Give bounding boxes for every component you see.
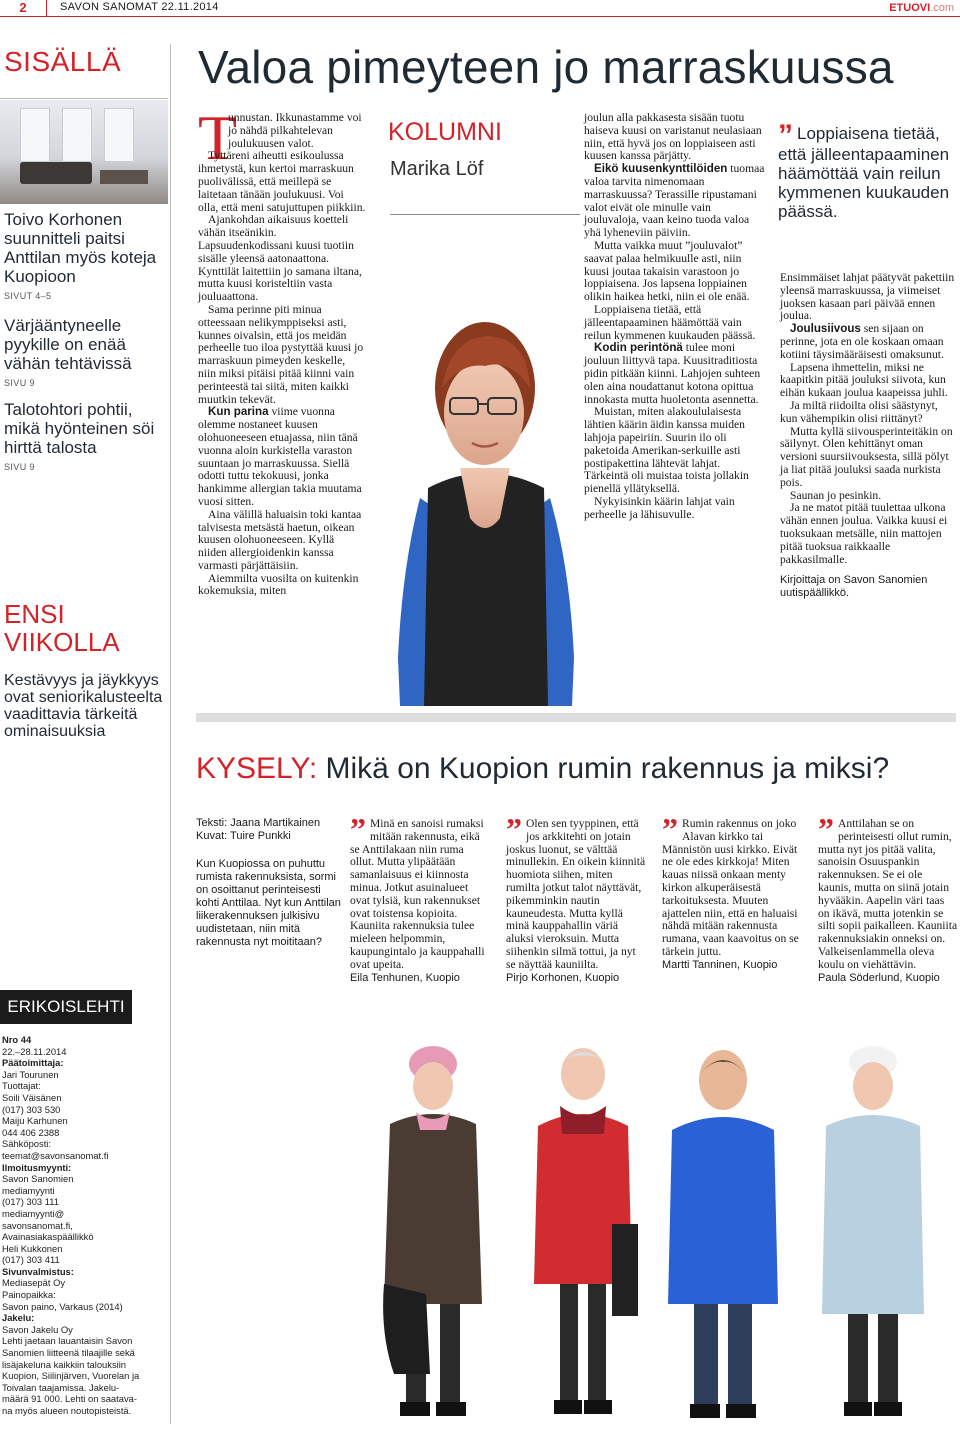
impressum-line: Mediasepät Oy	[2, 1277, 66, 1289]
impressum-line: Tuottajat:	[2, 1080, 41, 1092]
impressum-line: Sanomien liitteenä tilaajille sekä	[2, 1347, 135, 1359]
paragraph-text: Aiemmilta vuosilta on kuitenkin kokemuksia, miten	[198, 571, 359, 598]
column-paragraph	[584, 304, 766, 342]
column-paragraph	[584, 496, 766, 522]
column-text-2	[584, 112, 766, 522]
survey-answer	[818, 811, 958, 984]
quote-mark-icon: ”	[818, 811, 834, 847]
column-label: KOLUMNI	[388, 118, 502, 146]
column-paragraph	[198, 214, 366, 304]
paragraph-text: Muistan, miten alakoululaisesta lähtien käärin äidin kanssa muiden lahjoja papeiriin. Suurin ilo oli paketoida Amerikan-serkuille asti postipakettina lähtevät lahjat. Tärkeintä oli muistaa toista jollakin pienellä yllätyksellä.	[584, 405, 749, 496]
news-page-ref: SIVUT 4–5	[4, 291, 52, 301]
column-paragraph	[584, 163, 766, 240]
impressum-line: (017) 303 530	[2, 1103, 61, 1115]
page-number: 2	[0, 0, 47, 16]
paragraph-lead: Eikö kuusenkynttilöiden	[594, 162, 728, 176]
etuovi-name: ETUOVI	[889, 2, 931, 14]
impressum-line: Päätoimittaja:	[2, 1057, 64, 1069]
interior-photo	[0, 100, 168, 204]
column-paragraph	[780, 362, 958, 400]
impressum-line: savonsanomat.fi,	[2, 1219, 73, 1231]
impressum-line: 044 406 2388	[2, 1126, 60, 1138]
impressum-line: Jari Tourunen	[2, 1068, 59, 1080]
news-page-ref: SIVU 9	[4, 378, 35, 388]
impressum-line: Kuopion, Siilinjärven, Vuorelan ja	[2, 1370, 140, 1382]
column-paragraph	[198, 573, 366, 599]
paragraph-lead: Joulusiivous	[790, 322, 861, 336]
impressum-line: teemat@savonsanomat.fi	[2, 1149, 109, 1161]
next-week-teaser: Kestävyys ja jäykkyys ovat seniorikalusteelta vaadittavia tärkeitä ominaisuuksia	[4, 672, 163, 740]
column-paragraph	[584, 342, 766, 406]
paragraph-text: Loppiaisena tietää, että jälleentapaaminen häämöttää vain reilun kymmenen kuukauden päässä.	[584, 302, 756, 342]
impressum-line: Savon Sanomien	[2, 1173, 74, 1185]
person-photo	[660, 1034, 786, 1426]
column-paragraph	[584, 240, 766, 304]
next-week-line1: ENSI	[4, 599, 65, 629]
next-week-heading	[4, 600, 120, 656]
section-rule	[196, 713, 956, 722]
paragraph-text: Ensimmäiset lahjat päätyvät pakettiin yleensä marraskuussa, ja viimeiset juoksen kasaan pari päivää ennen joulua.	[780, 271, 955, 323]
author-portrait	[380, 238, 590, 706]
author-rule	[390, 214, 580, 215]
column-paragraph	[780, 400, 958, 426]
answer-text: Olen sen tyyppinen, että jos arkkitehti on jotain joskus luonut, se välttää minullekin. En oikein kiinnitä huomiota siihen, miten rumilta jotkut talot näyttävät, pikemminkin nautin kauneudesta. Mutta kyllä minä kauppahallin väriä aluksi vieroksuin. Mutta siihenkin silmä tottui, ja nyt se näyttää kauniilta.	[506, 817, 646, 971]
paragraph-text: sen sijaan on perinne, jota en ole koskaan omaan kotiini täysimääräisesti omaksunut.	[780, 322, 944, 361]
impressum-line: Jakelu:	[2, 1312, 35, 1324]
impressum-line: Nro 44	[2, 1034, 32, 1045]
impressum-line: Sivunvalmistus:	[2, 1265, 74, 1277]
impressum-line: na myös alueen noutopisteistä.	[2, 1405, 132, 1416]
sidebar-title: SISÄLLÄ	[4, 46, 122, 77]
paragraph-text: Nykyisinkin käärin lahjat vain perheelle ja lähisuvulle.	[584, 494, 735, 521]
person-photo	[810, 1034, 936, 1426]
publication-date: SAVON SANOMAT 22.11.2014	[60, 1, 219, 13]
impressum-line: Heli Kukkonen	[2, 1242, 63, 1254]
paragraph-text: Aina välillä haluaisin toki kantaa talvisesta metsästä haetun, oikean kuusen olohuoneeseen. Kyllä niiden allergioidenkin kanssa varmasti pärjättäisiin.	[198, 507, 362, 572]
column-paragraph	[780, 272, 958, 323]
credit-photos: Kuvat: Tuire Punkki	[196, 830, 291, 842]
column-paragraph	[584, 112, 766, 163]
impressum-line: Sähköposti:	[2, 1138, 51, 1150]
answer-name: Eila Tenhunen, Kuopio	[350, 971, 460, 984]
column-paragraph	[584, 406, 766, 496]
answer-text: Rumin rakennus on joko Alavan kirkko tai Männistön uusi kirkko. Eivät ne ole edes kirkkoja! Miten kauas niissä onkaan menty kirkon alkuperäisestä tarkoituksesta. Muuten ajattelen niin, että en haluaisi nähdä mitään rakennusta rumana, vaan kaavoitus on se tärkein juttu.	[662, 817, 799, 958]
drop-cap: T	[198, 102, 238, 173]
impressum-line: 22.–28.11.2014	[2, 1045, 67, 1057]
survey-question: Mikä on Kuopion rumin rakennus ja miksi?	[325, 752, 890, 785]
paragraph-text: Mutta vaikka muut ”jouluvalot” saavat palaa helmikuulle asti, niin kuusi joutaa takaisin varastoon jo loppiaisena. Jos lapsena loppiainen olikin haikea hetki, niin ei ole enää.	[584, 238, 750, 304]
paragraph-lead: Kun parina	[208, 405, 269, 419]
column-signature: Kirjoittaja on Savon Sanomien uutispäällikkö.	[780, 574, 928, 599]
survey-heading	[196, 752, 889, 786]
impressum-line: Ilmoitusmyynti:	[2, 1161, 72, 1173]
impressum-line: mediamyynti	[2, 1184, 55, 1196]
answer-text: Minä en sanoisi rumaksi mitään rakennusta, eikä se Anttilakaan niin ruma ollut. Mutta ylipäätään samanlaisuus ei kiinnosta minua. Jotkut asuinalueet ovat tylsiä, kun rakennukset ovat toistensa kopioita. Kauniita rakennuksia tulee mieleen helpommin, kaupungintalo ja kauppahalli ovat upeita.	[350, 817, 485, 971]
quote-mark-icon: ”	[778, 119, 793, 152]
paragraph-text: Ja miltä riidoilta olisi säästynyt, kun vähempikin olisi riittänyt?	[780, 398, 938, 425]
impressum-line: Painopaikka:	[2, 1289, 56, 1301]
survey-answer	[350, 811, 490, 984]
paragraph-text: Ja ne matot pitää tuulettaa ulkona vähän ennen joulua. Vaikka kuusi ei tuoksukaan metsälle, niin mattojen pitää tuoksua raikkaalle pakkasilmalle.	[780, 501, 948, 566]
etuovi-domain: .com	[930, 2, 954, 14]
survey-label: KYSELY:	[196, 752, 318, 785]
paragraph-text: tuomaa valoa tarvita nimenomaan marraskuussa? Terassille ripustamani valot eivät ole minulle vain jouluvaloja, vaan keino tuoda valoa yhä lyheneviin päiviin.	[584, 162, 765, 240]
column-paragraph	[780, 323, 958, 361]
pull-quote	[778, 119, 958, 221]
impressum-line: Lehti jaetaan lauantaisin Savon	[2, 1335, 133, 1347]
paragraph-text: Sama perinne piti minua otteessaan nelikymppiseksi asti, kunnes oivalsin, että jos meidän perheelle tuo iloa pystyttää kuusi jo marraskuun pimeyden keskelle, niin miksi pitäisi pitää kiinni vain perinteestä tai siitä, miten kaikki muutkin tekevät.	[198, 302, 364, 406]
column-text-3	[780, 272, 958, 599]
impressum-line: Savon Jakelu Oy	[2, 1323, 73, 1335]
column-paragraph	[198, 304, 366, 406]
news-teaser[interactable]: Talotohtori pohtii, mikä hyönteinen söi hirttä talosta	[4, 400, 155, 457]
news-page-ref: SIVU 9	[4, 462, 35, 472]
paragraph-text: Tyttäreni aiheutti esikoulussa ihmetystä, kun kertoi marraskuun puolivälissä, että meillepä se laitetaan tänään joulukuusi. Voi olla, että meni satujuttupen piikkiin.	[198, 149, 366, 214]
survey-intro: Kun Kuopiossa on puhuttu rumista rakennuksista, sormi on osoittanut perinteisesti kohti Anttilaa. Nyt kun Anttilan liikerakennuksen julkisivu uudistetaan, niin mitä rakennusta nyt moititaan?	[196, 858, 341, 948]
impressum-line: lisäjakeluna kaikkiin talouksiin	[2, 1358, 127, 1370]
paragraph-text: Ajankohdan aikaisuus koetteli vähän itseänikin. Lapsuudenkodissani kuusi tuotiin sisälle yleensä aatonaattona. Kynttilät laitettiin jo samana iltana, mutta kuusi koristeltiin vasta jouluaattona.	[198, 213, 362, 304]
answer-name: Paula Söderlund, Kuopio	[818, 971, 940, 984]
paragraph-text: Saunan jo pesinkin.	[790, 488, 882, 502]
impressum-line: Toivalan taajamissa. Jakelu-	[2, 1381, 120, 1393]
sidebar-divider	[0, 98, 168, 99]
news-teaser[interactable]: Toivo Korhonen suunnitteli paitsi Anttilan myös koteja Kuopioon	[4, 210, 157, 286]
paragraph-text: tulee moni jouluun liittyvä tapa. Kuusitraditiosta pidin pitkään kiinni. Lahjojen suhteen olen aina noudattanut kotona opittua innokasta mutta huoletonta asennetta.	[584, 341, 761, 406]
paragraph-text: Mutta kyllä siivousperinteitäkin on säilynyt. Olen kehittänyt oman versioni suursiivouksesta, sillä pölyt ja liat pitää jouluksi saada nurkista pois.	[780, 424, 953, 489]
impressum-line: (017) 303 111	[2, 1196, 59, 1208]
special-issue-badge: ERIKOISLEHTI	[0, 990, 132, 1024]
impressum-line: Savon paino, Varkaus (2014)	[2, 1300, 123, 1312]
answer-name: Martti Tanninen, Kuopio	[662, 958, 778, 971]
pull-quote-text: Loppiaisena tietää, että jälleentapaaminen häämöttää vain reilun kymmenen kuukauden päässä.	[778, 124, 950, 221]
column-text-1	[198, 112, 366, 598]
next-week-line2: VIIKOLLA	[4, 627, 120, 657]
person-photo	[520, 1034, 646, 1426]
survey-answer	[662, 811, 802, 972]
impressum-line: mediamyynti@	[2, 1207, 65, 1219]
survey-credits	[196, 817, 320, 843]
column-paragraph	[198, 112, 366, 150]
impressum-line: Maiju Karhunen	[2, 1115, 68, 1127]
answer-text: Anttilahan se on perinteisesti ollut rumin, mutta nyt jos pitää valita, sanoisin Osuuspankin rakennuksen. Se ei ole kaunis, mutta on siinä jotain hyvääkin. Aapelin värі taas on ikävä, mutta jotenkin se silti sopii paikalleen. Kauniita rakennuksiakin onneksi on. Valkeisenlammella oleva koulu on viehättävin.	[818, 817, 958, 971]
column-paragraph	[198, 150, 366, 214]
impressum	[2, 1034, 168, 1417]
quote-mark-icon: ”	[662, 811, 678, 847]
column-paragraph	[198, 509, 366, 573]
impressum-line: määrä 91 000. Lehti on saatava-	[2, 1393, 137, 1405]
survey-answer	[506, 811, 646, 984]
quote-mark-icon: ”	[350, 811, 366, 847]
paragraph-text: viime vuonna olemme nostaneet kuusen olohuoneeseen etuajassa, niin tänä vuonna aloin kurkistella varaston suuntaan jo marraskuussa. Siellä odotti tuttu tekokuusi, jonka hankimme allergian takia muutama vuosi sitten.	[198, 405, 362, 508]
column-paragraph	[780, 502, 958, 566]
impressum-line: (017) 303 411	[2, 1254, 60, 1266]
column-paragraph	[780, 426, 958, 490]
paragraph-text: Lapsena ihmettelin, miksi ne kaapitkin pitää jouluksi siivota, kun eihän kukaan joulua kaapeissa juhli.	[780, 360, 948, 400]
etuovi-link[interactable]	[889, 2, 954, 14]
person-photo	[370, 1034, 496, 1426]
column-author: Marika Löf	[390, 158, 484, 180]
impressum-line: Avainasiakaspäällikkö	[2, 1231, 94, 1243]
page-headline: Valoa pimeyteen jo marraskuussa	[198, 41, 894, 93]
column-paragraph	[198, 406, 366, 508]
impressum-line: Soili Väisänen	[2, 1091, 62, 1103]
column-divider	[170, 44, 171, 1424]
news-teaser[interactable]: Värjääntyneelle pyykille on enää vähän tehtävissä	[4, 316, 132, 373]
paragraph-text: unnustan. Ikkunastamme voi jo nähdä pilkahtelevan joulukuusen valot.	[228, 111, 362, 150]
quote-mark-icon: ”	[506, 811, 522, 847]
credit-text: Teksti: Jaana Martikainen	[196, 817, 321, 829]
paragraph-text: joulun alla pakkasesta sisään tuotu haiseva kuusi on varistanut neulasiaan niin, että hyvä jos on loppiaiseen asti kuusen kanssa pärjätty.	[584, 111, 762, 163]
answer-name: Pirjo Korhonen, Kuopio	[506, 971, 620, 984]
paragraph-lead: Kodin perintönä	[594, 341, 683, 355]
